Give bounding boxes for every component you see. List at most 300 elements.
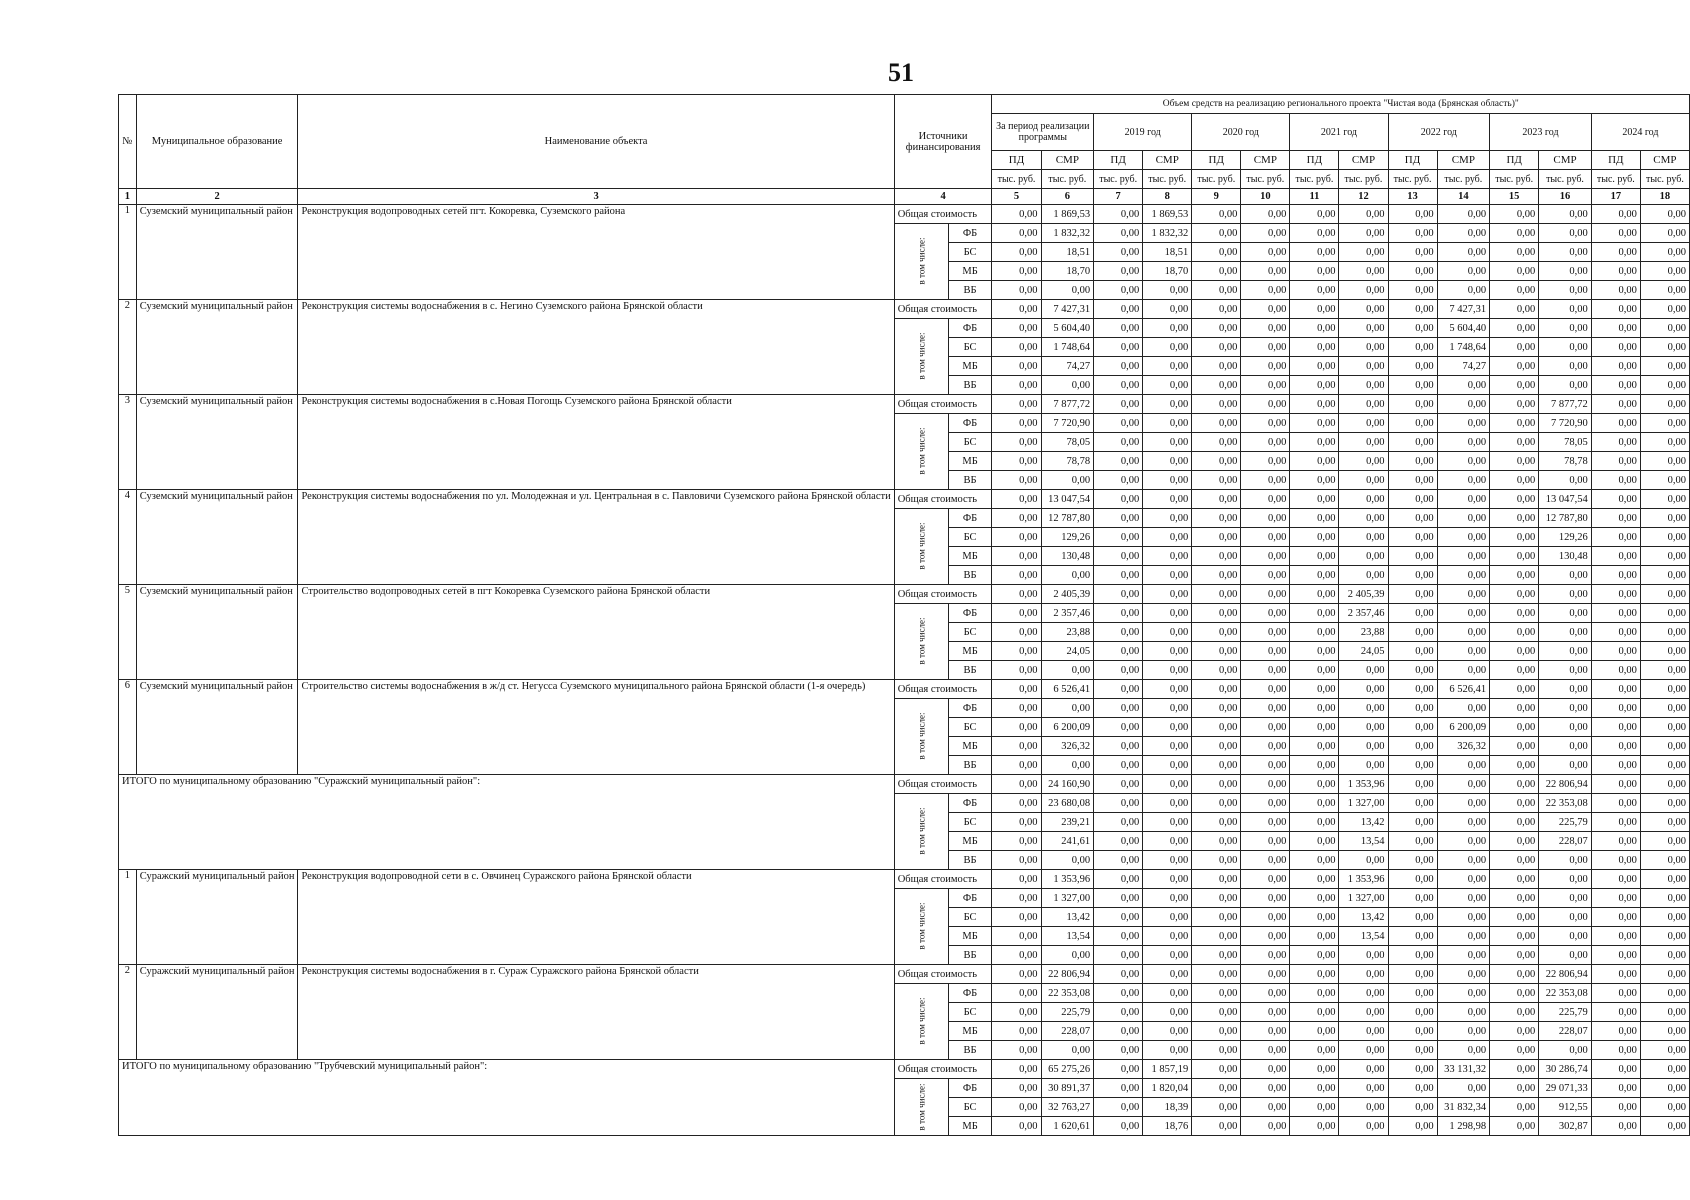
value-cell: 0,00 (1339, 471, 1388, 490)
funding-source-code: МБ (948, 927, 992, 946)
value-cell: 0,00 (1339, 661, 1388, 680)
value-cell: 0,00 (1539, 680, 1592, 699)
value-cell: 0,00 (1640, 718, 1689, 737)
value-cell: 0,00 (1437, 585, 1490, 604)
in-that-number-text: в том числе: (916, 522, 927, 570)
value-cell: 0,00 (1241, 870, 1290, 889)
value-cell: 0,00 (992, 1098, 1041, 1117)
value-cell: 0,00 (1143, 794, 1192, 813)
value-cell: 0,00 (1640, 509, 1689, 528)
value-cell: 0,00 (1490, 414, 1539, 433)
value-cell: 0,00 (992, 224, 1041, 243)
value-cell: 13 047,54 (1539, 490, 1592, 509)
value-cell: 0,00 (1094, 794, 1143, 813)
value-cell: 0,00 (1143, 566, 1192, 585)
header-pd: ПД (1290, 151, 1339, 170)
value-cell: 0,00 (1591, 718, 1640, 737)
value-cell: 0,00 (1290, 547, 1339, 566)
value-cell: 0,00 (1241, 984, 1290, 1003)
value-cell: 0,00 (1437, 908, 1490, 927)
value-cell: 0,00 (1640, 471, 1689, 490)
funding-source-code: БС (948, 528, 992, 547)
column-number: 7 (1094, 189, 1143, 205)
value-cell: 0,00 (1437, 433, 1490, 452)
value-cell: 0,00 (1192, 965, 1241, 984)
value-cell: 0,00 (1143, 680, 1192, 699)
value-cell: 0,00 (1640, 889, 1689, 908)
value-cell: 0,00 (1241, 1003, 1290, 1022)
header-unit: тыс. руб. (1539, 170, 1592, 189)
value-cell: 0,00 (1591, 509, 1640, 528)
in-that-number-text: в том числе: (916, 617, 927, 665)
header-period: За период реализации программы (992, 114, 1094, 151)
value-cell: 0,00 (1591, 376, 1640, 395)
value-cell: 0,00 (1192, 357, 1241, 376)
value-cell: 1 869,53 (1143, 205, 1192, 224)
value-cell: 1 298,98 (1437, 1117, 1490, 1136)
in-that-number-text: в том числе: (916, 332, 927, 380)
object-name: Реконструкция водопроводной сети в с. Овчинец Суражского района Брянской области (298, 870, 894, 965)
table-row (119, 965, 1690, 984)
value-cell: 24 160,90 (1041, 775, 1094, 794)
value-cell: 0,00 (1490, 1117, 1539, 1136)
value-cell: 0,00 (1290, 870, 1339, 889)
header-year: 2019 год (1094, 114, 1192, 151)
header-unit: тыс. руб. (1591, 170, 1640, 189)
funding-source-code: БС (948, 338, 992, 357)
value-cell: 0,00 (1143, 1003, 1192, 1022)
in-that-number-text: в том числе: (916, 902, 927, 950)
value-cell: 0,00 (1339, 756, 1388, 775)
value-cell: 228,07 (1539, 832, 1592, 851)
value-cell: 0,00 (1640, 300, 1689, 319)
value-cell: 0,00 (1241, 604, 1290, 623)
value-cell: 0,00 (992, 471, 1041, 490)
value-cell: 0,00 (1640, 756, 1689, 775)
value-cell: 0,00 (992, 414, 1041, 433)
value-cell: 130,48 (1539, 547, 1592, 566)
value-cell: 0,00 (1192, 718, 1241, 737)
value-cell: 0,00 (1143, 661, 1192, 680)
value-cell: 0,00 (1143, 623, 1192, 642)
funding-source-code: ВБ (948, 471, 992, 490)
value-cell: 0,00 (992, 794, 1041, 813)
value-cell: 0,00 (1241, 395, 1290, 414)
table-row (119, 300, 1690, 319)
header-year: 2024 год (1591, 114, 1689, 151)
value-cell: 0,00 (1192, 547, 1241, 566)
funding-source-code: МБ (948, 262, 992, 281)
value-cell: 0,00 (1490, 604, 1539, 623)
value-cell: 1 832,32 (1143, 224, 1192, 243)
funding-source-code: МБ (948, 547, 992, 566)
value-cell: 0,00 (1640, 851, 1689, 870)
value-cell: 0,00 (1094, 889, 1143, 908)
header-smr: СМР (1241, 151, 1290, 170)
value-cell: 0,00 (1143, 832, 1192, 851)
value-cell: 0,00 (1143, 357, 1192, 376)
value-cell: 0,00 (1094, 224, 1143, 243)
value-cell: 6 526,41 (1041, 680, 1094, 699)
value-cell: 0,00 (1339, 1117, 1388, 1136)
value-cell: 0,00 (1192, 414, 1241, 433)
value-cell: 0,00 (1539, 585, 1592, 604)
value-cell: 0,00 (1143, 281, 1192, 300)
value-cell: 0,00 (1290, 262, 1339, 281)
value-cell: 0,00 (992, 984, 1041, 1003)
funding-source-code: ФБ (948, 984, 992, 1003)
value-cell: 74,27 (1041, 357, 1094, 376)
funding-source-code: ВБ (948, 376, 992, 395)
value-cell: 0,00 (1437, 509, 1490, 528)
value-cell: 0,00 (1591, 528, 1640, 547)
value-cell: 0,00 (1388, 965, 1437, 984)
value-cell: 0,00 (1591, 585, 1640, 604)
value-cell: 0,00 (1591, 319, 1640, 338)
value-cell: 0,00 (1339, 414, 1388, 433)
value-cell: 0,00 (1041, 699, 1094, 718)
value-cell: 0,00 (992, 680, 1041, 699)
value-cell: 0,00 (1339, 300, 1388, 319)
value-cell: 0,00 (1143, 984, 1192, 1003)
value-cell: 0,00 (1339, 718, 1388, 737)
value-cell: 0,00 (1192, 376, 1241, 395)
value-cell: 0,00 (1192, 756, 1241, 775)
value-cell: 0,00 (1437, 794, 1490, 813)
value-cell: 0,00 (1539, 889, 1592, 908)
value-cell: 0,00 (1591, 395, 1640, 414)
row-index: 2 (119, 300, 137, 395)
value-cell: 2 405,39 (1041, 585, 1094, 604)
value-cell: 0,00 (1143, 851, 1192, 870)
value-cell: 0,00 (1640, 433, 1689, 452)
value-cell: 0,00 (1539, 338, 1592, 357)
value-cell: 0,00 (1192, 566, 1241, 585)
value-cell: 0,00 (1094, 433, 1143, 452)
value-cell: 0,00 (1290, 718, 1339, 737)
value-cell: 0,00 (1094, 927, 1143, 946)
value-cell: 0,00 (1591, 699, 1640, 718)
value-cell: 0,00 (1290, 433, 1339, 452)
value-cell: 2 405,39 (1339, 585, 1388, 604)
object-name: Реконструкция системы водоснабжения в г. Сураж Суражского района Брянской области (298, 965, 894, 1060)
total-cost-label: Общая стоимость (894, 205, 992, 224)
value-cell: 0,00 (1591, 1022, 1640, 1041)
value-cell: 0,00 (992, 528, 1041, 547)
funding-source-code: ФБ (948, 414, 992, 433)
value-cell: 0,00 (1094, 1079, 1143, 1098)
value-cell: 0,00 (1388, 433, 1437, 452)
value-cell: 0,00 (1539, 908, 1592, 927)
value-cell: 0,00 (1437, 984, 1490, 1003)
value-cell: 0,00 (1490, 1098, 1539, 1117)
value-cell: 0,00 (1388, 927, 1437, 946)
value-cell: 0,00 (1192, 395, 1241, 414)
value-cell: 0,00 (1591, 794, 1640, 813)
value-cell: 0,00 (1437, 395, 1490, 414)
value-cell: 0,00 (992, 775, 1041, 794)
row-index: 2 (119, 965, 137, 1060)
funding-source-code: МБ (948, 452, 992, 471)
value-cell: 0,00 (1437, 965, 1490, 984)
funding-source-code: МБ (948, 1022, 992, 1041)
value-cell: 22 353,08 (1539, 794, 1592, 813)
value-cell: 0,00 (1437, 262, 1490, 281)
value-cell: 22 806,94 (1041, 965, 1094, 984)
value-cell: 0,00 (1490, 528, 1539, 547)
value-cell: 239,21 (1041, 813, 1094, 832)
object-name: Реконструкция системы водоснабжения в с. Негино Суземского района Брянской области (298, 300, 894, 395)
value-cell: 0,00 (1388, 1117, 1437, 1136)
value-cell: 0,00 (1640, 338, 1689, 357)
funding-source-code: ВБ (948, 661, 992, 680)
value-cell: 0,00 (1388, 243, 1437, 262)
value-cell: 0,00 (1094, 395, 1143, 414)
value-cell: 0,00 (1490, 338, 1539, 357)
value-cell: 5 604,40 (1437, 319, 1490, 338)
value-cell: 0,00 (992, 1003, 1041, 1022)
value-cell: 0,00 (1591, 566, 1640, 585)
value-cell: 0,00 (1241, 471, 1290, 490)
header-pd: ПД (1192, 151, 1241, 170)
value-cell: 0,00 (1339, 1098, 1388, 1117)
in-that-number-text: в том числе: (916, 427, 927, 475)
value-cell: 0,00 (1241, 300, 1290, 319)
header-unit: тыс. руб. (992, 170, 1041, 189)
value-cell: 0,00 (1539, 319, 1592, 338)
total-cost-label: Общая стоимость (894, 775, 992, 794)
value-cell: 0,00 (1490, 1060, 1539, 1079)
value-cell: 0,00 (1241, 490, 1290, 509)
municipality-name: Суземский муниципальный район (136, 585, 298, 680)
value-cell: 0,00 (1388, 699, 1437, 718)
value-cell: 0,00 (1143, 300, 1192, 319)
column-number: 13 (1388, 189, 1437, 205)
value-cell: 0,00 (1192, 509, 1241, 528)
value-cell: 228,07 (1539, 1022, 1592, 1041)
value-cell: 0,00 (1241, 205, 1290, 224)
value-cell: 0,00 (1437, 946, 1490, 965)
value-cell: 0,00 (1094, 908, 1143, 927)
value-cell: 0,00 (1437, 661, 1490, 680)
value-cell: 0,00 (1339, 262, 1388, 281)
header-smr: СМР (1041, 151, 1094, 170)
value-cell: 0,00 (1041, 851, 1094, 870)
row-index: 6 (119, 680, 137, 775)
value-cell: 0,00 (1539, 243, 1592, 262)
value-cell: 0,00 (1192, 870, 1241, 889)
value-cell: 0,00 (1290, 984, 1339, 1003)
value-cell: 0,00 (1591, 1117, 1640, 1136)
value-cell: 30 891,37 (1041, 1079, 1094, 1098)
value-cell: 0,00 (1241, 452, 1290, 471)
value-cell: 0,00 (1490, 946, 1539, 965)
object-name: Строительство системы водоснабжения в ж/д ст. Негусса Суземского муниципального района Брянской области (1-я очередь) (298, 680, 894, 775)
value-cell: 0,00 (1539, 300, 1592, 319)
header-unit: тыс. руб. (1290, 170, 1339, 189)
value-cell: 0,00 (1388, 1098, 1437, 1117)
value-cell: 0,00 (1290, 1060, 1339, 1079)
value-cell: 0,00 (1490, 376, 1539, 395)
value-cell: 7 877,72 (1041, 395, 1094, 414)
value-cell: 0,00 (1339, 547, 1388, 566)
value-cell: 0,00 (1640, 205, 1689, 224)
value-cell: 0,00 (1094, 870, 1143, 889)
value-cell: 0,00 (1388, 376, 1437, 395)
value-cell: 0,00 (1591, 756, 1640, 775)
value-cell: 0,00 (1290, 376, 1339, 395)
value-cell: 0,00 (1437, 547, 1490, 566)
value-cell: 0,00 (1192, 490, 1241, 509)
value-cell: 0,00 (992, 851, 1041, 870)
value-cell: 0,00 (1241, 319, 1290, 338)
funding-source-code: ВБ (948, 851, 992, 870)
header-unit: тыс. руб. (1041, 170, 1094, 189)
value-cell: 0,00 (1241, 642, 1290, 661)
value-cell: 0,00 (1490, 680, 1539, 699)
header-year: 2022 год (1388, 114, 1490, 151)
value-cell: 0,00 (1591, 224, 1640, 243)
value-cell: 0,00 (992, 737, 1041, 756)
value-cell: 0,00 (1591, 1003, 1640, 1022)
value-cell: 0,00 (1388, 1079, 1437, 1098)
value-cell: 1 353,96 (1339, 870, 1388, 889)
value-cell: 6 526,41 (1437, 680, 1490, 699)
value-cell: 0,00 (1388, 414, 1437, 433)
funding-source-code: БС (948, 718, 992, 737)
value-cell: 0,00 (1591, 414, 1640, 433)
table-row (119, 1060, 1690, 1079)
value-cell: 0,00 (1339, 205, 1388, 224)
column-number: 9 (1192, 189, 1241, 205)
header-year: 2023 год (1490, 114, 1592, 151)
value-cell: 0,00 (1094, 775, 1143, 794)
value-cell: 0,00 (1192, 471, 1241, 490)
value-cell: 0,00 (1241, 585, 1290, 604)
total-cost-label: Общая стоимость (894, 395, 992, 414)
value-cell: 0,00 (1388, 452, 1437, 471)
header-unit: тыс. руб. (1388, 170, 1437, 189)
value-cell: 0,00 (1437, 243, 1490, 262)
value-cell: 0,00 (1241, 661, 1290, 680)
value-cell: 0,00 (1388, 813, 1437, 832)
value-cell: 0,00 (1591, 832, 1640, 851)
value-cell: 0,00 (992, 946, 1041, 965)
value-cell: 0,00 (1192, 1079, 1241, 1098)
value-cell: 0,00 (1490, 471, 1539, 490)
value-cell: 0,00 (1094, 205, 1143, 224)
value-cell: 0,00 (1388, 319, 1437, 338)
value-cell: 23 680,08 (1041, 794, 1094, 813)
value-cell: 0,00 (1490, 243, 1539, 262)
value-cell: 0,00 (1143, 889, 1192, 908)
value-cell: 0,00 (1094, 509, 1143, 528)
value-cell: 0,00 (1490, 756, 1539, 775)
value-cell: 0,00 (1290, 319, 1339, 338)
value-cell: 0,00 (1490, 927, 1539, 946)
funding-source-code: ВБ (948, 566, 992, 585)
value-cell: 0,00 (1241, 623, 1290, 642)
value-cell: 0,00 (1437, 376, 1490, 395)
value-cell: 0,00 (1437, 281, 1490, 300)
value-cell: 0,00 (1640, 870, 1689, 889)
value-cell: 0,00 (1640, 376, 1689, 395)
funding-source-code: ФБ (948, 1079, 992, 1098)
total-label: ИТОГО по муниципальному образованию "Трубчевский муниципальный район": (119, 1060, 895, 1136)
value-cell: 0,00 (1640, 1041, 1689, 1060)
value-cell: 0,00 (1490, 642, 1539, 661)
value-cell: 23,88 (1339, 623, 1388, 642)
value-cell: 0,00 (1192, 528, 1241, 547)
funding-source-code: БС (948, 623, 992, 642)
value-cell: 0,00 (1241, 965, 1290, 984)
value-cell: 0,00 (1290, 414, 1339, 433)
value-cell: 225,79 (1041, 1003, 1094, 1022)
value-cell: 0,00 (1591, 642, 1640, 661)
value-cell: 0,00 (1591, 661, 1640, 680)
value-cell: 13,54 (1339, 832, 1388, 851)
value-cell: 78,78 (1539, 452, 1592, 471)
value-cell: 0,00 (1143, 1022, 1192, 1041)
value-cell: 0,00 (1094, 547, 1143, 566)
value-cell: 0,00 (992, 395, 1041, 414)
in-that-number-text: в том числе: (916, 712, 927, 760)
value-cell: 0,00 (1041, 281, 1094, 300)
value-cell: 0,00 (1339, 281, 1388, 300)
in-that-number-text: в том числе: (916, 1083, 927, 1130)
value-cell: 0,00 (1640, 623, 1689, 642)
value-cell: 0,00 (1591, 927, 1640, 946)
value-cell: 32 763,27 (1041, 1098, 1094, 1117)
value-cell: 0,00 (1437, 414, 1490, 433)
value-cell: 0,00 (1640, 680, 1689, 699)
value-cell: 0,00 (1490, 661, 1539, 680)
value-cell: 0,00 (1640, 357, 1689, 376)
value-cell: 0,00 (1094, 832, 1143, 851)
value-cell: 0,00 (1640, 262, 1689, 281)
header-year: 2020 год (1192, 114, 1290, 151)
value-cell: 1 620,61 (1041, 1117, 1094, 1136)
value-cell: 0,00 (1143, 699, 1192, 718)
value-cell: 0,00 (1192, 680, 1241, 699)
value-cell: 0,00 (1591, 965, 1640, 984)
value-cell: 0,00 (1591, 604, 1640, 623)
header-smr: СМР (1143, 151, 1192, 170)
value-cell: 0,00 (1241, 718, 1290, 737)
header-object: Наименование объекта (298, 95, 894, 189)
value-cell: 0,00 (1192, 1022, 1241, 1041)
value-cell: 0,00 (1290, 1041, 1339, 1060)
value-cell: 0,00 (1388, 794, 1437, 813)
value-cell: 13,42 (1041, 908, 1094, 927)
value-cell: 0,00 (1640, 490, 1689, 509)
in-that-number-label (894, 1079, 948, 1136)
column-number: 4 (894, 189, 992, 205)
value-cell: 0,00 (1192, 832, 1241, 851)
value-cell: 0,00 (1640, 794, 1689, 813)
value-cell: 0,00 (1437, 471, 1490, 490)
value-cell: 0,00 (1490, 870, 1539, 889)
value-cell: 0,00 (1539, 623, 1592, 642)
value-cell: 0,00 (1290, 585, 1339, 604)
value-cell: 18,70 (1143, 262, 1192, 281)
value-cell: 0,00 (1490, 699, 1539, 718)
value-cell: 0,00 (1192, 946, 1241, 965)
value-cell: 0,00 (1640, 224, 1689, 243)
value-cell: 0,00 (1437, 1041, 1490, 1060)
value-cell: 0,00 (1490, 547, 1539, 566)
value-cell: 0,00 (1241, 1022, 1290, 1041)
